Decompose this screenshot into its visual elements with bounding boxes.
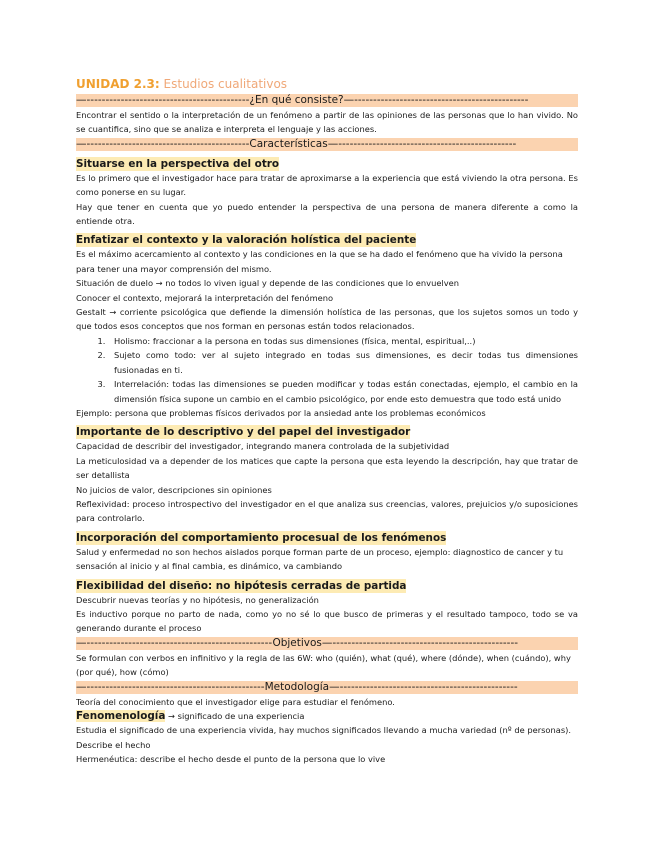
list-item: 3. Interrelación: todas las dimensiones se pueden modificar y todas están conectadas, ejemplo, el cambio en la dimensión física supone un cambio en el cambio psicológico, por ende esto demuestra que todo está unido [108,377,578,406]
paragraph: Teoría del conocimiento que el investigador elige para estudiar el fenómeno. [76,696,395,707]
list-item: 2. Sujeto como todo: ver al sujeto integrado en todas sus dimensiones, es decir todas tus dimensiones fusionadas en ti. [108,348,578,377]
section-bar-en-que-consiste: —-------------------------------------------¿En qué consiste?—---------------------------------------------- [76,94,578,107]
numbered-list [76,334,578,406]
paragraph: Reflexividad: proceso introspectivo del investigador en el que analiza sus creencias, valores, prejuicios y/o suposiciones para controlarlo. [76,498,578,524]
fenomenologia-text: → significado de una experiencia [165,711,305,721]
document-page [76,76,578,767]
paragraph-fenomenologia [76,709,578,723]
list-item: 1. Holismo: fraccionar a la persona en todas sus dimensiones (física, mental, espiritual,..) [108,334,578,348]
heading-fenomenologia: Fenomenología [76,710,166,722]
paragraph: Es lo primero que el investigador hace para tratar de aproximarse a la experiencia que está viviendo la otra persona. Es como ponerse en su lugar. [76,172,578,198]
unit-label: UNIDAD 2.3: [76,77,160,91]
paragraph: Capacidad de describir del investigador, integrando manera controlada de la subjetividad [76,441,450,452]
heading-flexibilidad: Flexibilidad del diseño: no hipótesis cerradas de partida [76,579,407,592]
paragraph: Se formulan con verbos en infinitivo y la regla de las 6W: who (quién), what (qué), where (dónde), when (cuándo), why (por qué), how (cómo) [76,652,571,678]
paragraph: Hay que tener en cuenta que yo puedo entender la perspectiva de una persona de manera diferente a como la entiende otra. [76,201,578,227]
heading-perspectiva: Situarse en la perspectiva del otro [76,157,280,170]
paragraph: Gestalt → corriente psicológica que defiende la dimensión holística de las personas, que los sujetos somos un todo y que todos esos conceptos que nos forman en personas están todos relacionados. [76,307,578,332]
section-bar-metodologia: —-----------------------------------------------Metodología—----------------------------------------------- [76,681,578,694]
paragraph: No juicios de valor, descripciones sin opiniones [76,484,272,495]
paragraph: Situación de duelo → no todos lo viven igual y depende de las condiciones que lo envuelven [76,278,460,289]
paragraph: Descubrir nuevas teorías y no hipótesis, no generalización [76,594,319,605]
paragraph: Es el máximo acercamiento al contexto y las condiciones en la que se ha dado el fenómeno que ha vivido la persona para tener una mayor comprensión del mismo. [76,249,563,274]
heading-descriptivo: Importante de lo descriptivo y del papel del investigador [76,426,411,439]
paragraph: Hermenéutica: describe el hecho desde el punto de la persona que lo vive [76,754,386,765]
page-title [76,76,578,92]
paragraph: Salud y enfermedad no son hechos aislados porque forman parte de un proceso, ejemplo: diagnostico de cancer y tu sensación al inicio y al final cambia, es dinámico, va cambiando [76,546,564,572]
heading-procesual: Incorporación del comportamiento procesual de los fenómenos [76,531,447,544]
heading-contexto: Enfatizar el contexto y la valoración holística del paciente [76,234,417,247]
section-bar-objetivos: —-------------------------------------------------Objetivos—------------------------------------------------- [76,637,578,650]
paragraph: Estudia el significado de una experiencia vivida, hay muchos significados llevando a mucha variedad (nº de personas). Describe el hecho [76,725,572,750]
section-bar-caracteristicas: —-------------------------------------------Características—----------------------------------------------- [76,138,578,151]
paragraph: La meticulosidad va a depender de los matices que capte la persona que esta leyendo la descripción, hay que tratar de ser detallista [76,455,578,481]
unit-subtitle: Estudios cualitativos [163,77,288,91]
paragraph: Ejemplo: persona que problemas físicos derivados por la ansiedad ante los problemas económicos [76,407,486,418]
paragraph: Es inductivo porque no parto de nada, como yo no sé lo que busco de primeras y el resultado tampoco, todo se va generando durante el proceso [76,608,578,634]
paragraph: Encontrar el sentido o la interpretación de un fenómeno a partir de las opiniones de las personas que lo han vivido. No se cuantifica, sino que se analiza e interpreta el lenguaje y las acciones. [76,110,578,135]
paragraph: Conocer el contexto, mejorará la interpretación del fenómeno [76,292,334,303]
